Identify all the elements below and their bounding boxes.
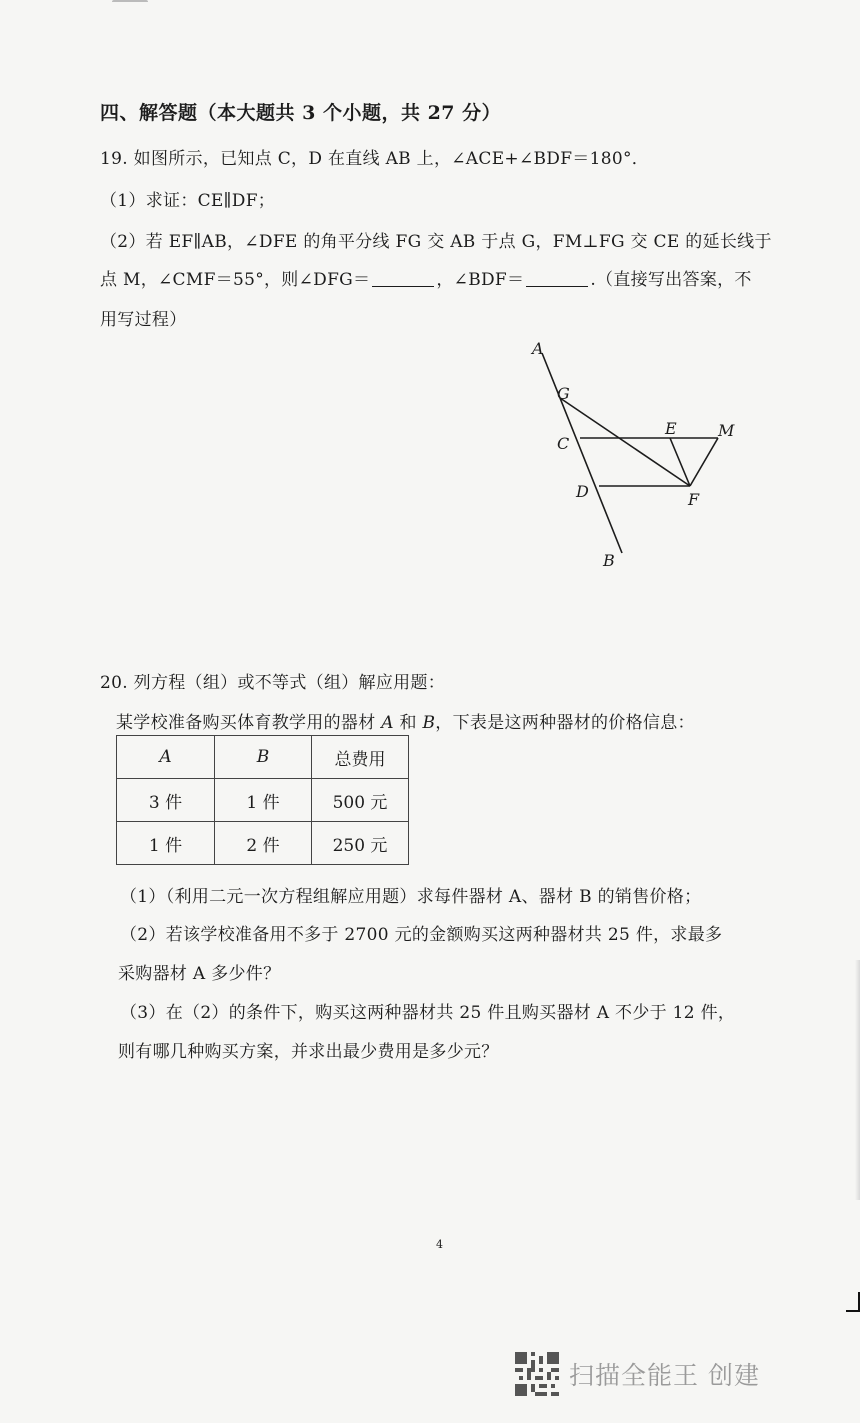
label-c: C xyxy=(557,434,570,453)
q19-stem: 19. 如图所示，已知点 C，D 在直线 AB 上，∠ACE+∠BDF＝180°． xyxy=(100,149,650,169)
q19-part2-line3: 用写过程） xyxy=(100,310,187,330)
line-ab xyxy=(542,353,622,553)
q20-part3-line1: （3）在（2）的条件下，购买这两种器材共 25 件且购买器材 A 不少于 12 件， xyxy=(120,1003,736,1023)
table-header: 总费用 xyxy=(312,736,409,779)
table-cell: 1 件 xyxy=(117,822,215,865)
q20-intro xyxy=(116,708,695,733)
q20-stem: 20. 列方程（组）或不等式（组）解应用题： xyxy=(100,673,446,693)
q20-intro-c: ，下表是这两种器材的价格信息： xyxy=(435,713,695,733)
label-b: B xyxy=(603,551,615,570)
q19-part2-line2-a: 点 M，∠CMF＝55°，则∠DFG＝ xyxy=(100,270,371,290)
q20-intro-var-b: B xyxy=(422,713,436,733)
answer-blank-bdf[interactable] xyxy=(526,268,588,287)
label-d: D xyxy=(576,482,589,501)
table-cell: 2 件 xyxy=(215,822,312,865)
segment-gf xyxy=(560,398,690,486)
q20-part2-line1: （2）若该学校准备用不多于 2700 元的金额购买这两种器材共 25 件，求最多 xyxy=(120,925,723,945)
table-row xyxy=(117,779,409,822)
crop-corner-mark xyxy=(846,1292,860,1312)
q20-part3-line2: 则有哪几种购买方案，并求出最少费用是多少元？ xyxy=(118,1042,499,1062)
table-header-row xyxy=(117,736,409,779)
q19-part1: （1）求证：CE∥DF； xyxy=(100,191,276,211)
q20-part2-line2: 采购器材 A 多少件？ xyxy=(118,964,281,984)
q20-intro-var-a: A xyxy=(381,713,394,733)
label-e: E xyxy=(665,419,677,438)
q19-part2-line2-c: .（直接写出答案，不 xyxy=(590,270,752,290)
table-header: B xyxy=(215,736,312,779)
label-g: G xyxy=(557,384,570,403)
q20-part1: （1）（利用二元一次方程组解应用题）求每件器材 A、器材 B 的销售价格； xyxy=(120,887,702,907)
page-edge-mark xyxy=(112,0,148,6)
table-cell: 1 件 xyxy=(215,779,312,822)
segment-fm xyxy=(690,438,718,486)
q20-intro-b: 和 xyxy=(393,713,423,733)
table-cell: 3 件 xyxy=(117,779,215,822)
q19-part2-line2-b: ，∠BDF＝ xyxy=(436,270,525,290)
q20-intro-a: 某学校准备购买体育教学用的器材 xyxy=(116,713,382,733)
table-header: A xyxy=(117,736,215,779)
watermark-text: 扫描全能王 创建 xyxy=(569,1361,760,1390)
table-cell: 500 元 xyxy=(312,779,409,822)
qr-code-icon xyxy=(515,1352,559,1396)
q19-part2-line1: （2）若 EF∥AB，∠DFE 的角平分线 FG 交 AB 于点 G，FM⊥FG 交 CE 的延长线于 xyxy=(100,232,772,252)
page-number: 4 xyxy=(436,1238,443,1251)
label-m: M xyxy=(718,421,735,440)
label-a: A xyxy=(532,339,544,358)
answer-blank-dfg[interactable] xyxy=(372,268,434,287)
table-cell: 250 元 xyxy=(312,822,409,865)
q19-part2-line2 xyxy=(100,265,752,290)
label-f: F xyxy=(688,490,700,509)
page-edge-shadow xyxy=(855,960,860,1200)
price-table xyxy=(116,735,409,865)
scanner-watermark xyxy=(515,1352,760,1396)
table-row xyxy=(117,822,409,865)
section-title: 四、解答题（本大题共 3 个小题，共 27 分） xyxy=(100,102,502,124)
geometry-figure xyxy=(520,328,750,580)
